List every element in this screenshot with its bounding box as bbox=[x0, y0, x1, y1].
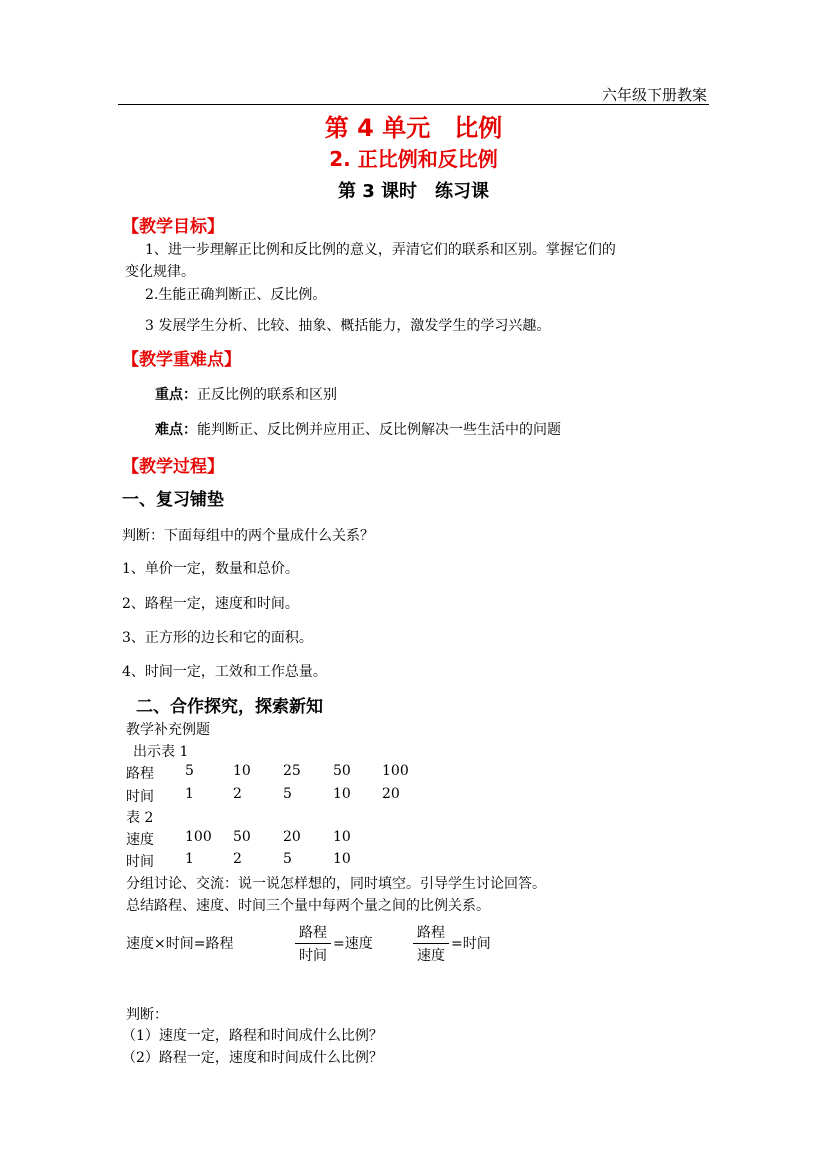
objectives-heading: 【教学目标】 bbox=[122, 217, 224, 237]
table2-cell: 100 bbox=[185, 829, 212, 845]
part1-title: 一、复习铺垫 bbox=[122, 490, 224, 510]
difficulty-text: 能判断正、反比例并应用正、反比例解决一些生活中的问题 bbox=[197, 422, 561, 438]
fraction-distance-over-speed bbox=[413, 922, 449, 965]
table1-cell: 50 bbox=[333, 763, 351, 779]
objective-1-line-2: 变化规律。 bbox=[125, 264, 195, 280]
show-table1-label: 出示表 1 bbox=[133, 744, 189, 760]
fraction-2-result: =时间 bbox=[451, 936, 491, 952]
table2-title: 表 2 bbox=[126, 810, 154, 826]
table1-cell: 25 bbox=[283, 763, 301, 779]
table1-cell: 2 bbox=[233, 786, 242, 802]
table2-cell: 1 bbox=[185, 851, 194, 867]
fraction-1-result: =速度 bbox=[333, 936, 373, 952]
key-points-heading: 【教学重难点】 bbox=[122, 350, 241, 370]
question-3: 3、正方形的边长和它的面积。 bbox=[122, 630, 313, 646]
formula-speed-time: 速度×时间=路程 bbox=[126, 936, 234, 952]
table2-cell: 20 bbox=[283, 829, 301, 845]
fraction-bar bbox=[413, 943, 449, 944]
table1-cell: 1 bbox=[185, 786, 194, 802]
table2-cell: 10 bbox=[333, 829, 351, 845]
objective-3: 3 发展学生分析、比较、抽象、概括能力，激发学生的学习兴趣。 bbox=[145, 318, 551, 334]
fraction-denominator: 速度 bbox=[417, 948, 445, 964]
fraction-bar bbox=[295, 943, 331, 944]
judge-question-1: （1）速度一定，路程和时间成什么比例？ bbox=[122, 1028, 383, 1044]
table2-cell: 10 bbox=[333, 851, 351, 867]
objective-2: 2.生能正确判断正、反比例。 bbox=[145, 287, 327, 303]
table1-cell: 100 bbox=[382, 763, 409, 779]
table1-cell: 20 bbox=[382, 786, 400, 802]
focus-text: 正反比例的联系和区别 bbox=[197, 387, 337, 403]
fraction-distance-over-time bbox=[295, 922, 331, 965]
table2-cell: 50 bbox=[233, 829, 251, 845]
table2-cell: 5 bbox=[283, 851, 292, 867]
question-2: 2、路程一定，速度和时间。 bbox=[122, 596, 299, 612]
table2-row1-label: 速度 bbox=[126, 832, 154, 848]
judge-prompt: 判断：下面每组中的两个量成什么关系？ bbox=[122, 528, 374, 544]
fraction-numerator: 路程 bbox=[299, 925, 327, 941]
question-1: 1、单价一定，数量和总价。 bbox=[122, 561, 299, 577]
table1-cell: 5 bbox=[283, 786, 292, 802]
question-4: 4、时间一定，工效和工作总量。 bbox=[122, 664, 327, 680]
difficulty-line bbox=[155, 419, 561, 439]
header-grade-label: 六年级下册教案 bbox=[601, 86, 707, 104]
judge-label: 判断： bbox=[126, 1007, 168, 1023]
objective-1-line-1: 1、进一步理解正比例和反比例的意义，弄清它们的联系和区别。掌握它们的 bbox=[145, 242, 616, 258]
section-title: 2. 正比例和反比例 bbox=[329, 147, 498, 171]
table1-cell: 5 bbox=[185, 763, 194, 779]
difficulty-label: 难点： bbox=[155, 422, 197, 438]
process-heading: 【教学过程】 bbox=[122, 457, 224, 477]
header-rule bbox=[118, 104, 709, 105]
summary-text: 总结路程、速度、时间三个量中每两个量之间的比例关系。 bbox=[126, 898, 490, 914]
unit-title: 第 4 单元 比例 bbox=[324, 114, 503, 142]
judge-question-2: （2）路程一定，速度和时间成什么比例？ bbox=[122, 1050, 383, 1066]
focus-line bbox=[155, 384, 337, 404]
supplement-label: 教学补充例题 bbox=[126, 722, 210, 738]
fraction-denominator: 时间 bbox=[299, 948, 327, 964]
discussion-text: 分组讨论、交流：说一说怎样想的，同时填空。引导学生讨论回答。 bbox=[126, 876, 546, 892]
table2-cell: 2 bbox=[233, 851, 242, 867]
table1-row2-label: 时间 bbox=[126, 789, 154, 805]
part2-title: 二、合作探究，探索新知 bbox=[136, 697, 323, 717]
fraction-numerator: 路程 bbox=[417, 925, 445, 941]
focus-label: 重点： bbox=[155, 387, 197, 403]
table1-cell: 10 bbox=[233, 763, 251, 779]
lesson-title: 第 3 课时 练习课 bbox=[337, 181, 490, 202]
table2-row2-label: 时间 bbox=[126, 854, 154, 870]
table1-cell: 10 bbox=[333, 786, 351, 802]
table1-row1-label: 路程 bbox=[126, 766, 154, 782]
